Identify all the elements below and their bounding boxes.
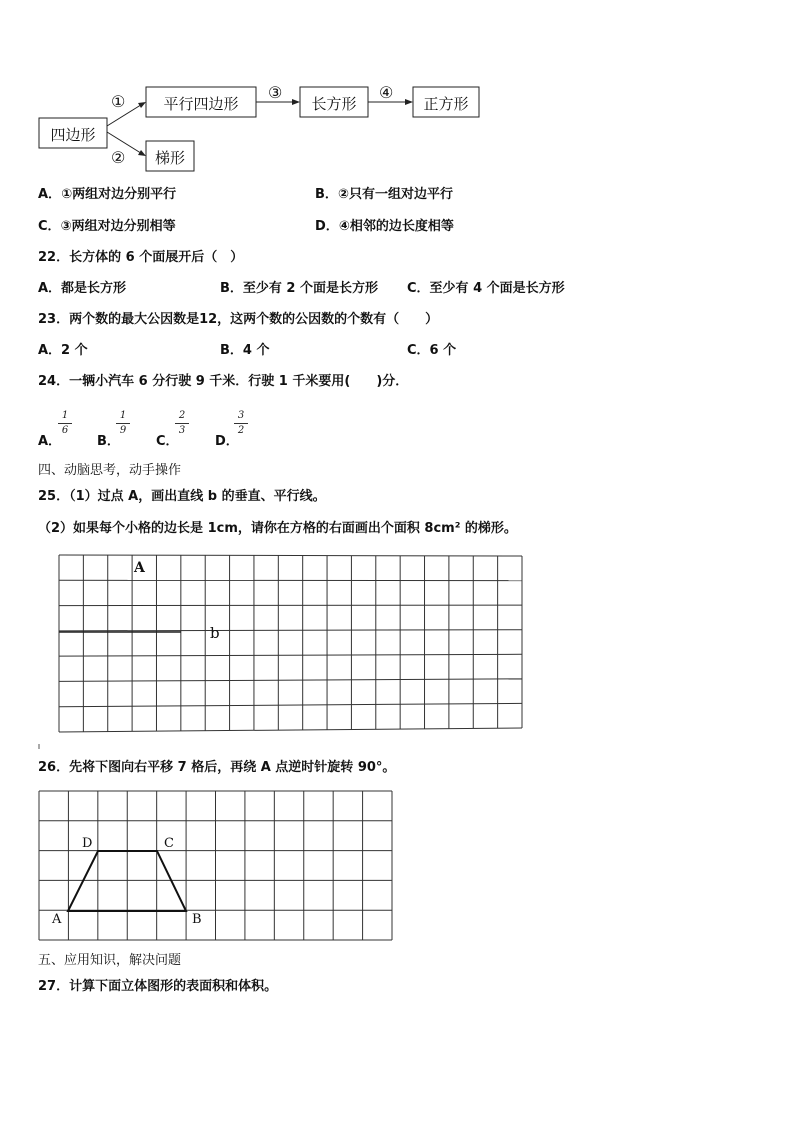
option-letter: B． [315,187,338,202]
section-4-heading: 四、动脑思考，动手操作 [38,463,182,478]
section-5-heading: 五、应用知识，解决问题 [38,953,182,968]
q24-question: 24．一辆小汽车 6 分行驶 9 千米．行驶 1 千米要用( )分． [38,374,409,389]
q25-line-b-label: b [210,624,220,642]
q24-option-a-fraction [58,410,72,437]
q24-option-b-label: B． [97,434,120,449]
flow-label-quadrilateral: 四边形 [50,126,96,144]
q24-option-d-fraction [234,410,248,437]
q22-option-c: C．至少有 4 个面是长方形 [407,281,565,296]
flow-marker-1: ① [111,92,126,111]
denominator: 3 [178,425,186,436]
q23-option-c: C．6 个 [407,343,457,358]
flow-marker-3: ③ [268,83,283,102]
flow-marker-4: ④ [379,83,394,102]
flow-label-square: 正方形 [423,95,469,113]
q21-option-c [38,219,176,235]
q26-grid [0,780,794,950]
q22-question: 22．长方体的 6 个面展开后（ ） [38,250,244,265]
numerator: 2 [175,410,189,424]
denominator: 2 [237,425,245,436]
q21-option-a [38,187,176,203]
numerator: 1 [116,410,130,424]
option-letter: C． [38,219,61,234]
q26-label-c: C [164,836,174,851]
option-letter: D． [315,219,339,234]
option-text: 两组对边分别相等 [71,219,176,234]
q24-option-c-fraction [175,410,189,437]
option-text: 两组对边分别平行 [72,187,177,202]
circled-number: ① [61,187,73,202]
q26-label-a: A [52,912,62,927]
q25-point-a-label: A [134,560,145,576]
q25-part-1: 25．（1）过点 A，画出直线 b 的垂直、平行线。 [38,489,326,504]
grid-line-horizontal [59,728,522,732]
option-text: 只有一组对边平行 [348,187,453,202]
denominator: 9 [119,425,127,436]
q23-option-a: A．2 个 [38,343,88,358]
numerator: 1 [58,410,72,424]
q24-option-c-label: C． [156,434,179,449]
flow-label-parallelogram: 平行四边形 [163,95,239,113]
circled-number: ④ [338,219,350,234]
q23-question: 23．两个数的最大公因数是12，这两个数的公因数的个数有（ ） [38,312,439,327]
q27-question: 27．计算下面立体图形的表面积和体积。 [38,979,278,994]
q25-grid [0,545,794,755]
flow-label-rectangle: 长方形 [311,95,357,113]
q24-option-d-label: D． [215,434,239,449]
q24-option-b-fraction [116,410,130,437]
circled-number: ③ [60,219,72,234]
q24-option-a-label: A． [38,434,62,449]
option-text: 相邻的边长度相等 [349,219,454,234]
grid-line-horizontal [59,654,522,656]
q26-label-b: B [192,912,202,927]
q26-question: 26．先将下图向右平移 7 格后，再绕 A 点逆时针旋转 90°。 [38,760,396,775]
q22-option-b: B．至少有 2 个面是长方形 [220,281,379,296]
option-letter: A． [38,187,62,202]
denominator: 6 [61,425,69,436]
flow-marker-2: ② [111,148,126,167]
grid-line-horizontal [59,679,522,682]
q26-label-d: D [82,836,93,851]
q22-option-a: A．都是长方形 [38,281,127,296]
q25-part-2: （2）如果每个小格的边长是 1cm，请你在方格的右面画出个面积 8cm² 的梯形。 [38,521,517,536]
q23-option-b: B．4 个 [220,343,270,358]
grid-line-horizontal [59,703,522,706]
numerator: 3 [234,410,248,424]
q21-option-b [315,187,453,203]
flow-label-trapezoid: 梯形 [154,149,185,167]
grid-line-horizontal [59,630,522,631]
q21-option-d [315,219,454,235]
grid-line-horizontal [59,555,522,556]
circled-number: ② [337,187,349,202]
